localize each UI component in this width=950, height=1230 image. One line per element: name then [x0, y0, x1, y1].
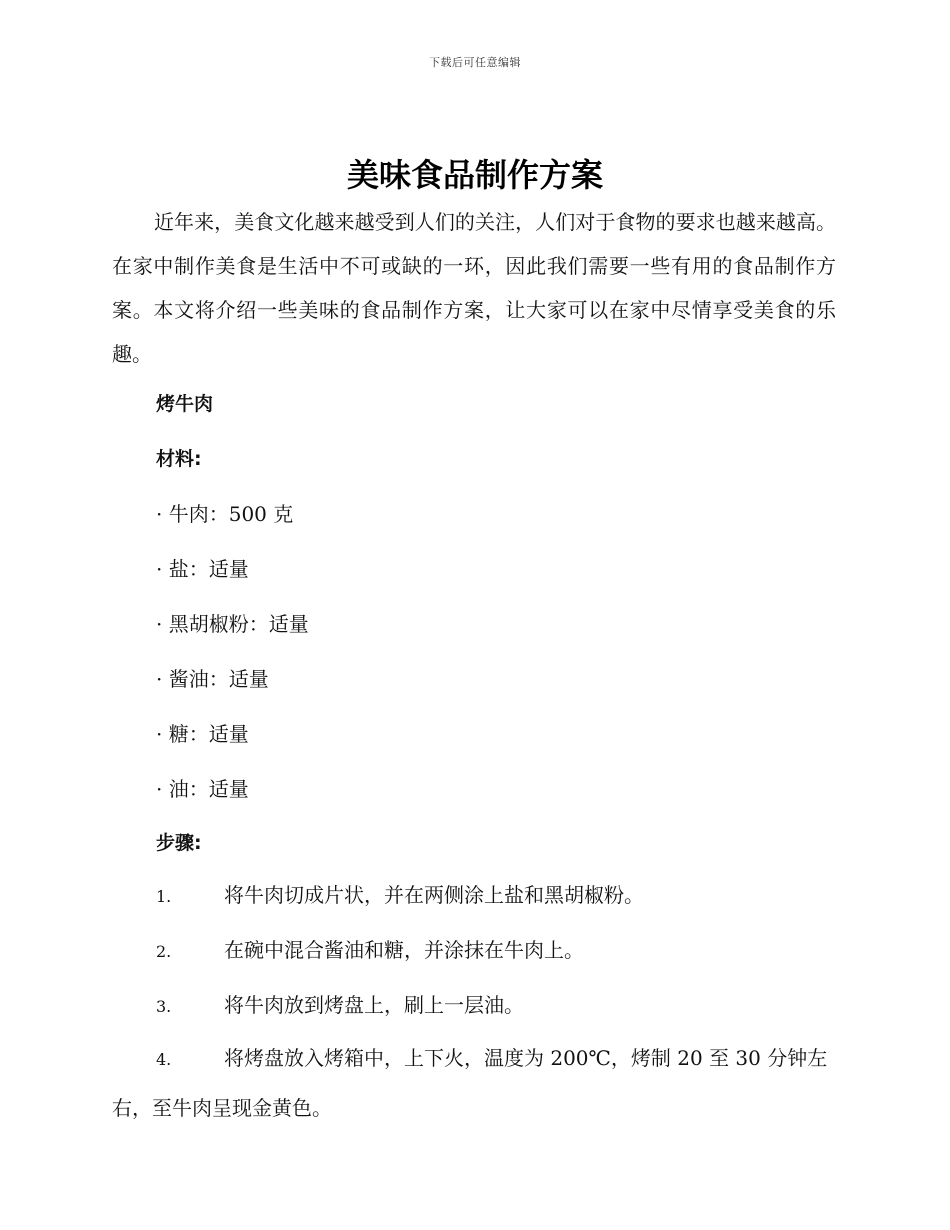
- intro-paragraph: 近年来，美食文化越来越受到人们的关注，人们对于食物的要求也越来越高。在家中制作美食是生活中不可或缺的一环，因此我们需要一些有用的食品制作方案。本文将介绍一些美味的食品制作方案，让大家可以在家中尽情享受美食的乐趣。: [112, 210, 836, 366]
- material-item-sugar: · 糖：适量: [156, 722, 249, 746]
- recipe-name: 烤牛肉: [156, 393, 214, 415]
- step-text: 将牛肉切成片状，并在两侧涂上盐和黑胡椒粉。: [224, 883, 644, 907]
- material-item-salt: · 盐：适量: [156, 557, 249, 581]
- material-item-soy-sauce: · 酱油：适量: [156, 667, 269, 691]
- step-number: 1.: [156, 887, 172, 906]
- materials-heading: 材料:: [156, 448, 202, 470]
- step-text: 在碗中混合酱油和糖，并涂抹在牛肉上。: [224, 938, 584, 962]
- step-text: 将牛肉放到烤盘上，刷上一层油。: [224, 993, 524, 1017]
- step-item: [112, 871, 840, 921]
- material-item-pepper: · 黑胡椒粉：适量: [156, 612, 309, 636]
- header-note: 下载后可任意编辑: [429, 56, 521, 69]
- step-item: [112, 1034, 840, 1132]
- material-item-beef: · 牛肉：500 克: [156, 502, 294, 526]
- step-number: 3.: [156, 997, 172, 1016]
- steps-heading: 步骤:: [156, 832, 202, 854]
- step-item: [112, 926, 840, 976]
- step-text: 将烤盘放入烤箱中，上下火，温度为 200℃，烤制 20 至 30 分钟左右，至牛肉呈现金黄色。: [112, 1046, 828, 1120]
- material-item-oil: · 油：适量: [156, 777, 249, 801]
- document-title: 美味食品制作方案: [346, 156, 603, 194]
- step-item: [112, 981, 840, 1031]
- step-number: 2.: [156, 942, 172, 961]
- step-number: 4.: [156, 1050, 172, 1069]
